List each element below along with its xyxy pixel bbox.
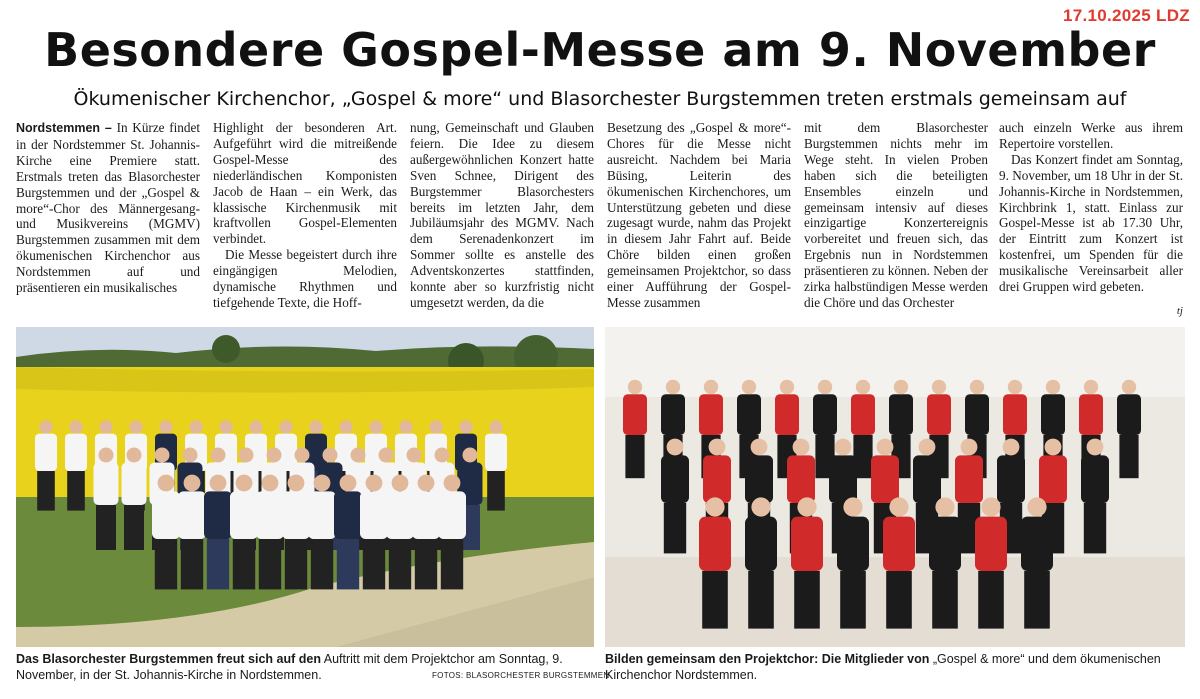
person-figure [35, 420, 57, 510]
person-figure [308, 475, 336, 590]
article-column-6 [999, 120, 1183, 320]
article-column-5 [804, 120, 988, 320]
date-stamp: 17.10.2025 LDZ [1062, 6, 1190, 25]
person-figure [282, 475, 310, 590]
paragraph: Besetzung des „Gospel & more“-Chores für die Messe nicht ausreicht. Nachdem bei Maria Büsing, Leiterin des ökumenischen Kirchenchores, um Unterstützung gebeten und diese zugesagt wurde, nahm das Projekt in diesem Jahr Fahrt auf. Beide Chöre bilden einen großen gemeinsamen Projektchor, so dass einer Aufführung der Gospel-Messe zusammen [607, 120, 791, 310]
caption-right-bold: Bilden gemeinsam den Projektchor: Die Mitglieder von [605, 652, 930, 666]
caption-right [605, 651, 1185, 683]
caption-left-text: Auftritt mit dem Projektchor am Sonntag, 9. November, in der St. Johannis-Kirche in Nordstemmen. [16, 652, 563, 682]
person-figure [661, 439, 689, 554]
paragraph: Das Konzert findet am Sonntag, 9. November, um 18 Uhr in der St. Johannis-Kirche in Nordstemmen, Kirchbrink 1, statt. Einlass zur Gospel-Messe ist ab 17.30 Uhr, der Eintritt zum Konzert ist kostenfrei, um Spenden für die musikalische Vereinsarbeit aller drei Gruppen wird gebeten. [999, 151, 1183, 295]
article-column-1 [16, 120, 200, 320]
person-figure [699, 497, 731, 628]
article-column-4 [607, 120, 791, 320]
photo-choir [605, 327, 1185, 647]
person-figure [360, 475, 388, 590]
paragraph: auch einzeln Werke aus ihrem Repertoire vorstellen. [999, 120, 1183, 151]
article-column-3 [410, 120, 594, 320]
person-figure [929, 497, 961, 628]
person-figure [94, 448, 119, 551]
paragraph: Die Messe begeistert durch ihre eingängigen Melodien, dynamische Rhythmen und tiefgehende Texte, die Hoff- [213, 247, 397, 310]
person-figure [485, 420, 507, 510]
dateline: Nordstemmen – [16, 121, 112, 135]
person-figure [1081, 439, 1109, 554]
person-figure [65, 420, 87, 510]
person-figure [122, 448, 147, 551]
photo-orchestra [16, 327, 594, 647]
person-figure [386, 475, 414, 590]
person-figure [623, 380, 647, 478]
person-figure [975, 497, 1007, 628]
paragraph: Highlight der besonderen Art. Aufgeführt wird die mitreißende Gospel-Messe des niederländischen Komponisten Jacob de Haan – ein Werk, das klassische Kirchenmusik mit kraftvollen Gospel-Elementen verbindet. [213, 120, 397, 247]
person-figure [1021, 497, 1053, 628]
article-body [16, 120, 1186, 320]
paragraph: nung, Gemeinschaft und Glauben feiern. Die Idee zu diesem außergewöhnlichen Konzert hatte Sven Schnee, Dirigent des Burgstemmer Blasorchesters bereits im letzten Jahr, dem Jubiläumsjahr des MGMV. Nach dem Serenadenkonzert im Sommer sollte es anstelle des Adventskonzertes stattfinden, konnte aber so kurzfristig nicht umgesetzt werden, da die [410, 120, 594, 310]
paragraph: mit dem Blasorchester Burgstemmen nichts mehr im Wege steht. In vielen Proben haben sich die beteiligten Ensembles einzeln und gemeinsam intensiv auf dieses einzigartige Konzertereignis vorbereitet und freuen sich, das Ergebnis nun in Nordstemmen präsentieren zu können. Neben der zirka halbstündigen Messe werden die Chöre und das Orchester [804, 120, 988, 310]
person-figure [412, 475, 440, 590]
person-figure [438, 475, 466, 590]
person-figure [230, 475, 258, 590]
person-figure [745, 497, 777, 628]
author-initials: tj [1176, 305, 1183, 318]
article-column-2 [213, 120, 397, 320]
person-figure [256, 475, 284, 590]
person-figure [1117, 380, 1141, 478]
caption-right-text: „Gospel & more“ und dem ökumenischen Kirchenchor Nordstemmen. [605, 652, 1161, 682]
person-figure [178, 475, 206, 590]
person-figure [837, 497, 869, 628]
caption-left-bold: Das Blasorchester Burgstemmen freut sich auf den [16, 652, 321, 666]
orchestra-field-image [16, 327, 594, 647]
photo-credit: FOTOS: BLASORCHESTER BURGSTEMMEN [432, 671, 610, 680]
person-figure [204, 475, 232, 590]
subheadline: Ökumenischer Kirchenchor, „Gospel & more“ und Blasorchester Burgstemmen treten erstmals gemeinsam auf [73, 88, 1127, 110]
paragraph: In Kürze findet in der Nordstemmer St. Johannis-Kirche eine Premiere statt. Erstmals treten das Blasorchester Burgstemmen und der „Gospel & more“-Chor des Männergesang- und Musikvereins (MGMV) Burgstemmen zusammen mit dem ökumenischen Kirchenchor aus Nordstemmen auf und präsentieren ein musikalisches [16, 120, 200, 296]
person-figure [334, 475, 362, 590]
headline: Besondere Gospel-Messe am 9. November [44, 23, 1156, 77]
person-figure [883, 497, 915, 628]
choir-hall-image [605, 327, 1185, 647]
person-figure [152, 475, 180, 590]
person-figure [791, 497, 823, 628]
